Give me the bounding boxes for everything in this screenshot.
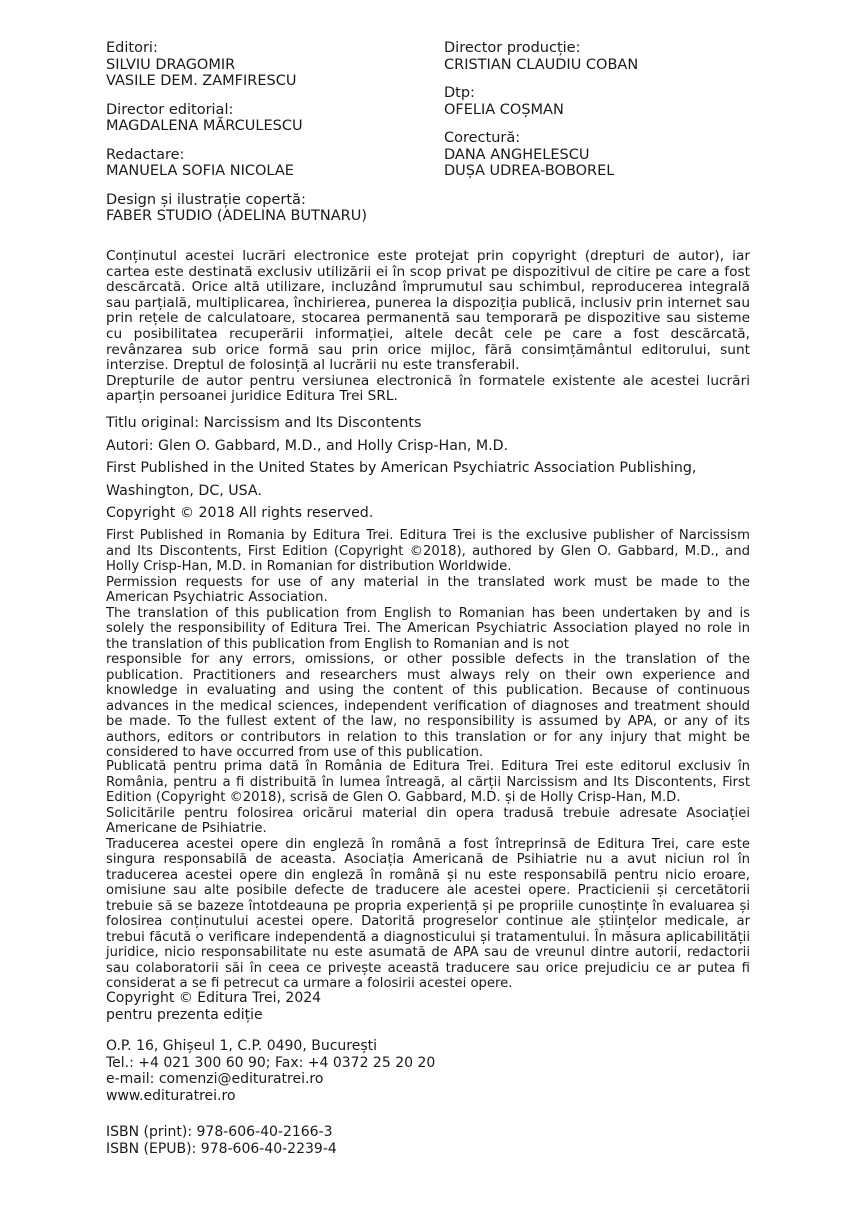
credit-dtp bbox=[444, 85, 638, 118]
english-paragraph: The translation of this publication from English to Romanian has been undertaken by and is solely the responsibility of Editura Trei. The American Psychiatric Association played no role in the translation of this publication from English to Romanian and is not bbox=[106, 605, 750, 652]
publisher-address bbox=[106, 1038, 706, 1104]
copyright-notice bbox=[106, 249, 750, 405]
credit-label: Director producție: bbox=[444, 40, 581, 56]
english-paragraph: Permission requests for use of any material in the translated work must be made to the American Psychiatric Association. bbox=[106, 574, 750, 605]
address-line: O.P. 16, Ghișeul 1, C.P. 0490, București bbox=[106, 1038, 378, 1054]
original-location: Washington, DC, USA. bbox=[106, 482, 262, 499]
credit-production-director bbox=[444, 40, 638, 73]
credit-editorial-director bbox=[106, 102, 367, 135]
credits-left-column bbox=[106, 40, 367, 237]
credit-value: DUȘA UDREA-BOBOREL bbox=[444, 163, 615, 179]
credit-value: VASILE DEM. ZAMFIRESCU bbox=[106, 73, 297, 89]
credit-editors bbox=[106, 40, 367, 90]
original-edition-info bbox=[106, 414, 766, 527]
credit-value: FABER STUDIO (ADELINA BUTNARU) bbox=[106, 208, 368, 224]
credit-editing bbox=[106, 147, 367, 180]
original-title: Titlu original: Narcissism and Its Discontents bbox=[106, 415, 422, 431]
credits-right-column bbox=[444, 40, 638, 192]
credit-label: Dtp: bbox=[444, 85, 475, 101]
romanian-paragraph: Solicitările pentru folosirea oricărui material din opera tradusă trebuie adresate Asociației Americane de Psihiatrie. bbox=[106, 805, 750, 836]
isbn-block bbox=[106, 1124, 706, 1157]
original-copyright: Copyright © 2018 All rights reserved. bbox=[106, 505, 374, 522]
edition-copyright-line: Copyright © Editura Trei, 2024 bbox=[106, 990, 322, 1006]
email: e-mail: comenzi@edituratrei.ro bbox=[106, 1071, 324, 1088]
credit-value: DANA ANGHELESCU bbox=[444, 146, 590, 163]
original-authors: Autori: Glen O. Gabbard, M.D., and Holly Crisp-Han, M.D. bbox=[106, 437, 509, 454]
english-notice bbox=[106, 528, 750, 761]
edition-copyright-line: pentru prezenta ediție bbox=[106, 1006, 263, 1023]
credit-value: OFELIA COȘMAN bbox=[444, 101, 564, 118]
romanian-notice bbox=[106, 759, 750, 992]
credit-proofreading bbox=[444, 130, 638, 180]
credit-value: MANUELA SOFIA NICOLAE bbox=[106, 163, 294, 179]
romanian-paragraph: Publicată pentru prima dată în România de Editura Trei. Editura Trei este editorul exclusiv în România, pentru a fi distribuită în lumea întreagă, al cărții Narcissism and Its Discontents, First Edition (Copyright ©2018), scrisă de Glen O. Gabbard, M.D. și de Holly Crisp-Han, M.D. bbox=[106, 759, 750, 805]
english-paragraph: First Published in Romania by Editura Trei. Editura Trei is the exclusive publisher of Narcissism and Its Discontents, First Edition (Copyright ©2018), authored by Glen O. Gabbard, M.D., and Holly Crisp-Han, M.D. in Romanian for distribution Worldwide. bbox=[106, 528, 750, 574]
credit-cover-design bbox=[106, 192, 367, 225]
edition-copyright bbox=[106, 990, 706, 1023]
copyright-paragraph: Drepturile de autor pentru versiunea electronică în formatele existente ale acestei lucrări aparțin persoanei juridice Editura Trei SRL. bbox=[106, 372, 750, 405]
english-paragraph: responsible for any errors, omissions, or other possible defects in the translation of the publication. Practitioners and researchers must always rely on their own experience and knowledge in evaluating and using the content of this publication. Because of continuous advances in the medical sciences, independent verification of diagnoses and treatment should be made. To the fullest extent of the law, no responsibility is assumed by APA, or any of its authors, editors or contributors in relation to this translation or for any injury that might be considered to have occurred from use of this publication. bbox=[106, 652, 750, 760]
isbn-print: ISBN (print): 978-606-40-2166-3 bbox=[106, 1124, 333, 1140]
credit-label: Director editorial: bbox=[106, 101, 234, 118]
romanian-paragraph: Traducerea acestei opere din engleză în română a fost întreprinsă de Editura Trei, care este singura responsabilă de aceasta. Asociația Americană de Psihiatrie nu a avut niciun rol în traducerea acestei opere din engleză în română și nu este responsabilă pentru nicio eroare, omisiune sau alte posibile defecte de traducere ale acestei opere. Practicienii și cercetătorii trebuie să se bazeze întotdeauna pe propria experiență și pe propriile cunoștințe în evaluarea și folosirea conținutului acestei opere. Datorită progreselor continue ale științelor medicale, ar trebui făcută o verificare independentă a diagnosticului și tratamentului. În măsura aplicabilității juridice, nicio responsabilitate nu este asumată de APA sau de vreunul dintre autorii, redactorii sau colaboratorii săi în ceea ce privește această traducere sau orice prejudiciu ce ar putea fi considerat a se fi petrecut ca urmare a folosirii acestei opere. bbox=[106, 836, 750, 991]
credit-value: CRISTIAN CLAUDIU COBAN bbox=[444, 56, 639, 73]
phone-fax: Tel.: +4 021 300 60 90; Fax: +4 0372 25 20 20 bbox=[106, 1054, 436, 1071]
credit-label: Corectură: bbox=[444, 130, 521, 146]
credit-label: Redactare: bbox=[106, 146, 185, 163]
isbn-epub: ISBN (EPUB): 978-606-40-2239-4 bbox=[106, 1140, 337, 1157]
website: www.edituratrei.ro bbox=[106, 1087, 236, 1104]
copyright-paragraph: Conținutul acestei lucrări electronice este protejat prin copyright (drepturi de autor), iar cartea este destinată exclusiv utilizării ei în scop privat pe dispozitivul de citire pe care a fost descărcată. Orice altă utilizare, incluzând împrumutul sau schimbul, reproducerea integrală sau parțială, multiplicarea, închirierea, punerea la dispoziția publică, inclusiv prin internet sau prin rețele de calculatoare, stocarea permanentă sau temporară pe dispozitive sau sisteme cu posibilitatea recuperării informației, altele decât cele pe care a fost descărcată, revânzarea sub orice formă sau prin orice mijloc, fără consimțământul editorului, sunt interzise. Dreptul de folosință al lucrării nu este transferabil. bbox=[106, 248, 750, 374]
original-publisher: First Published in the United States by American Psychiatric Association Publishing, bbox=[106, 460, 697, 477]
credit-label: Editori: bbox=[106, 40, 158, 56]
credit-label: Design și ilustrație copertă: bbox=[106, 191, 306, 208]
credit-value: SILVIU DRAGOMIR bbox=[106, 56, 236, 73]
credit-value: MAGDALENA MĂRCULESCU bbox=[106, 118, 303, 134]
